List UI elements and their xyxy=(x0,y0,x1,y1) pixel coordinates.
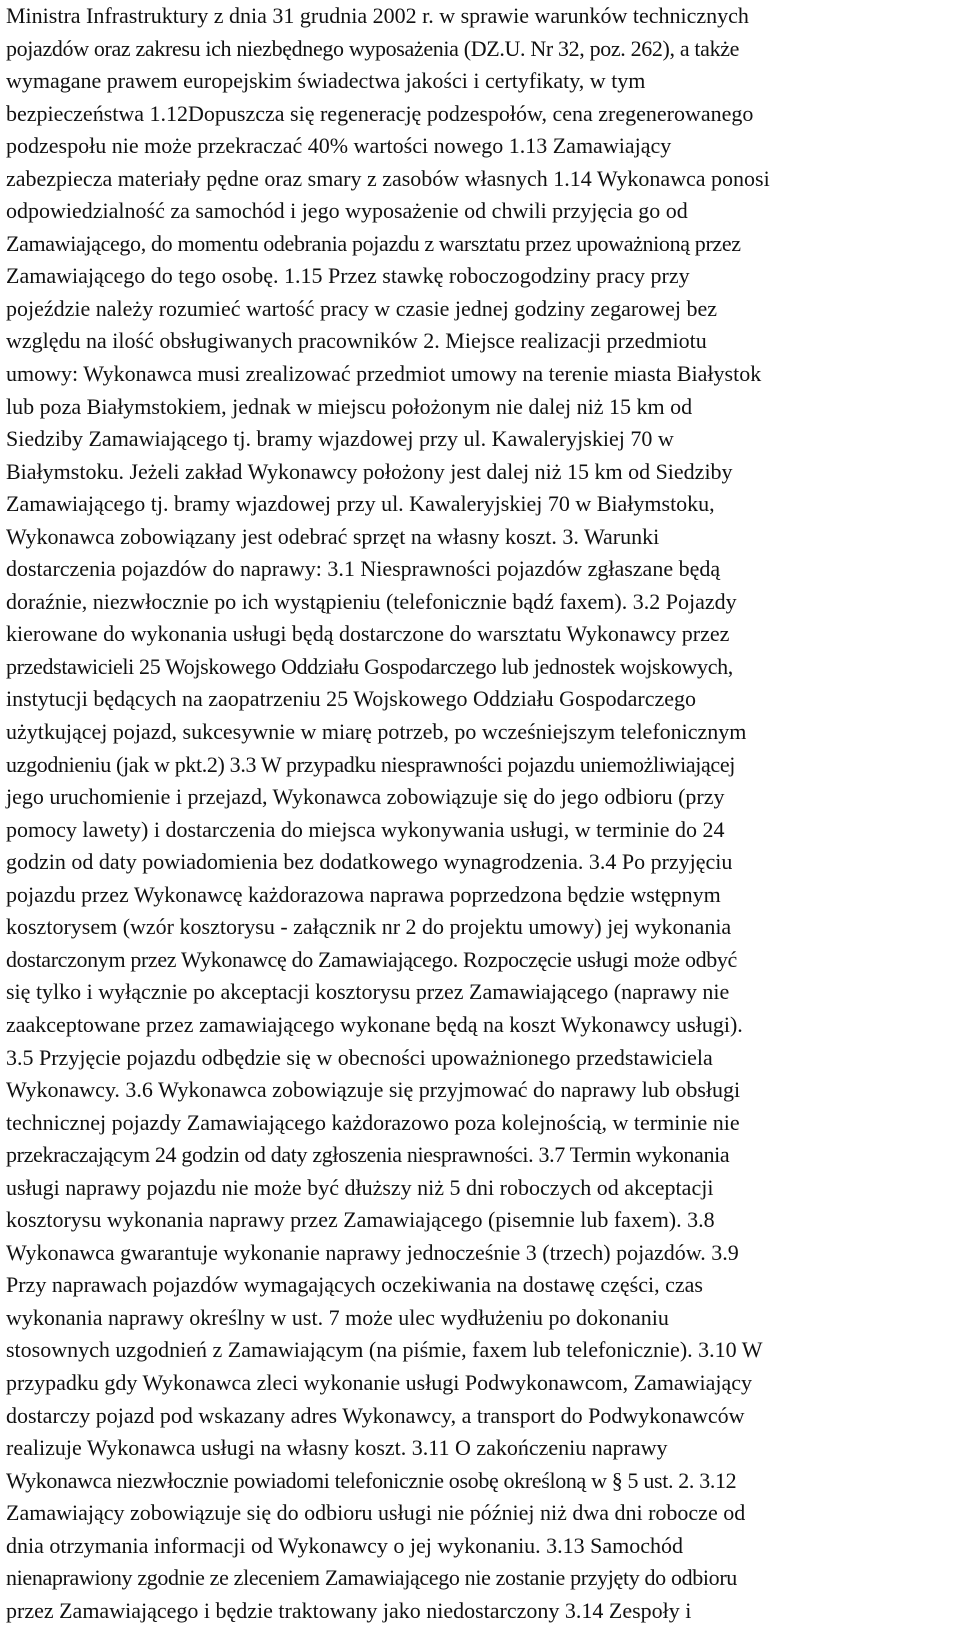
text-line: Przy naprawach pojazdów wymagających oczekiwania na dostawę części, czas xyxy=(6,1272,703,1298)
text-line: lub poza Białymstokiem, jednak w miejscu położonym nie dalej niż 15 km od xyxy=(6,393,693,419)
text-line: bezpieczeństwa 1.12Dopuszcza się regenerację podzespołów, cena zregenerowanego xyxy=(6,100,754,126)
text-line: kierowane do wykonania usługi będą dostarczone do warsztatu Wykonawcy przez xyxy=(6,621,730,647)
text-line: Zamawiającego do tego osobę. 1.15 Przez stawkę roboczogodziny pracy przy xyxy=(6,263,690,289)
text-line: przedstawicieli 25 Wojskowego Oddziału Gospodarczego lub jednostek wojskowych, xyxy=(6,653,733,679)
text-line: dostarczonym przez Wykonawcę do Zamawiającego. Rozpoczęcie usługi może odbyć xyxy=(6,946,737,972)
text-line: przez Zamawiającego i będzie traktowany jako niedostarczony 3.14 Zespoły i xyxy=(6,1597,692,1623)
text-line: kosztorysem (wzór kosztorysu - załącznik nr 2 do projektu umowy) jej wykonania xyxy=(6,914,732,940)
text-line: pojazdu przez Wykonawcę każdorazowa naprawa poprzedzona będzie wstępnym xyxy=(6,881,721,907)
text-line: zabezpiecza materiały pędne oraz smary z zasobów własnych 1.14 Wykonawca ponosi xyxy=(6,165,770,191)
text-line: usługi naprawy pojazdu nie może być dłuższy niż 5 dni roboczych od akceptacji xyxy=(6,1174,714,1200)
text-line: zaakceptowane przez zamawiającego wykonane będą na koszt Wykonawcy usługi). xyxy=(6,1011,743,1037)
text-line: Wykonawca gwarantuje wykonanie naprawy jednocześnie 3 (trzech) pojazdów. 3.9 xyxy=(6,1239,739,1265)
text-line: uzgodnieniu (jak w pkt.2) 3.3 W przypadku niesprawności pojazdu uniemożliwiającej xyxy=(6,751,736,777)
text-line: się tylko i wyłącznie po akceptacji kosztorysu przez Zamawiającego (naprawy nie xyxy=(6,979,730,1005)
text-line: technicznej pojazdy Zamawiającego każdorazowo poza kolejnością, w terminie nie xyxy=(6,1109,740,1135)
text-line: Białymstoku. Jeżeli zakład Wykonawcy położony jest dalej niż 15 km od Siedziby xyxy=(6,458,733,484)
text-line: względu na ilość obsługiwanych pracowników 2. Miejsce realizacji przedmiotu xyxy=(6,328,707,354)
text-line: Wykonawcy. 3.6 Wykonawca zobowiązuje się przyjmować do naprawy lub obsługi xyxy=(6,1077,741,1103)
text-line: pojazdów oraz zakresu ich niezbędnego wyposażenia (DZ.U. Nr 32, poz. 262), a także xyxy=(6,35,740,61)
text-line: odpowiedzialność za samochód i jego wyposażenie od chwili przyjęcia go od xyxy=(6,198,688,224)
text-line: instytucji będących na zaopatrzeniu 25 Wojskowego Oddziału Gospodarczego xyxy=(6,686,696,712)
text-line: przypadku gdy Wykonawca zleci wykonanie usługi Podwykonawcom, Zamawiający xyxy=(6,1369,753,1395)
text-line: doraźnie, niezwłocznie po ich wystąpieniu (telefonicznie bądź faxem). 3.2 Pojazdy xyxy=(6,588,737,614)
text-line: godzin od daty powiadomienia bez dodatkowego wynagrodzenia. 3.4 Po przyjęciu xyxy=(6,849,733,875)
text-line: Zamawiający zobowiązuje się do odbioru usługi nie później niż dwa dni robocze od xyxy=(6,1500,746,1526)
text-line: 3.5 Przyjęcie pojazdu odbędzie się w obecności upoważnionego przedstawiciela xyxy=(6,1044,713,1070)
text-line: dostarczenia pojazdów do naprawy: 3.1 Niesprawności pojazdów zgłaszane będą xyxy=(6,556,721,582)
text-line: dnia otrzymania informacji od Wykonawcy o jej wykonaniu. 3.13 Samochód xyxy=(6,1532,684,1558)
text-line: stosownych uzgodnień z Zamawiającym (na piśmie, faxem lub telefonicznie). 3.10 W xyxy=(6,1337,763,1363)
text-line: wymagane prawem europejskim świadectwa jakości i certyfikaty, w tym xyxy=(6,68,646,94)
text-line: Zamawiającego tj. bramy wjazdowej przy ul. Kawaleryjskiej 70 w Białymstoku, xyxy=(6,491,715,517)
text-line: Wykonawca niezwłocznie powiadomi telefonicznie osobę określoną w § 5 ust. 2. 3.12 xyxy=(6,1467,737,1493)
text-line: pojeździe należy rozumieć wartość pracy w czasie jednej godziny zegarowej bez xyxy=(6,295,717,321)
text-line: użytkującej pojazd, sukcesywnie w miarę potrzeb, po wcześniejszym telefonicznym xyxy=(6,719,747,745)
text-line: Zamawiającego, do momentu odebrania pojazdu z warsztatu przez upoważnioną przez xyxy=(6,230,741,256)
text-line: podzespołu nie może przekraczać 40% wartości nowego 1.13 Zamawiający xyxy=(6,133,672,159)
text-line: pomocy lawety) i dostarczenia do miejsca wykonywania usługi, w terminie do 24 xyxy=(6,816,725,842)
text-line: Ministra Infrastruktury z dnia 31 grudnia 2002 r. w sprawie warunków technicznych xyxy=(6,3,749,28)
text-line: przekraczającym 24 godzin od daty zgłoszenia niesprawności. 3.7 Termin wykonania xyxy=(6,1142,730,1168)
text-line: kosztorysu wykonania naprawy przez Zamawiającego (pisemnie lub faxem). 3.8 xyxy=(6,1207,715,1233)
text-line: dostarczy pojazd pod wskazany adres Wykonawcy, a transport do Podwykonawców xyxy=(6,1402,745,1428)
text-line: jego uruchomienie i przejazd, Wykonawca zobowiązuje się do jego odbioru (przy xyxy=(6,784,725,810)
text-line: nienaprawiony zgodnie ze zleceniem Zamawiającego nie zostanie przyjęty do odbioru xyxy=(6,1565,737,1591)
text-line: umowy: Wykonawca musi zrealizować przedmiot umowy na terenie miasta Białystok xyxy=(6,361,762,387)
text-line: Siedziby Zamawiającego tj. bramy wjazdowej przy ul. Kawaleryjskiej 70 w xyxy=(6,426,674,452)
text-line: realizuje Wykonawca usługi na własny koszt. 3.11 O zakończeniu naprawy xyxy=(6,1435,668,1461)
text-line: wykonania naprawy określny w ust. 7 może ulec wydłużeniu po dokonaniu xyxy=(6,1304,669,1330)
text-line: Wykonawca zobowiązany jest odebrać sprzęt na własny koszt. 3. Warunki xyxy=(6,523,660,549)
document-body xyxy=(6,0,956,1627)
